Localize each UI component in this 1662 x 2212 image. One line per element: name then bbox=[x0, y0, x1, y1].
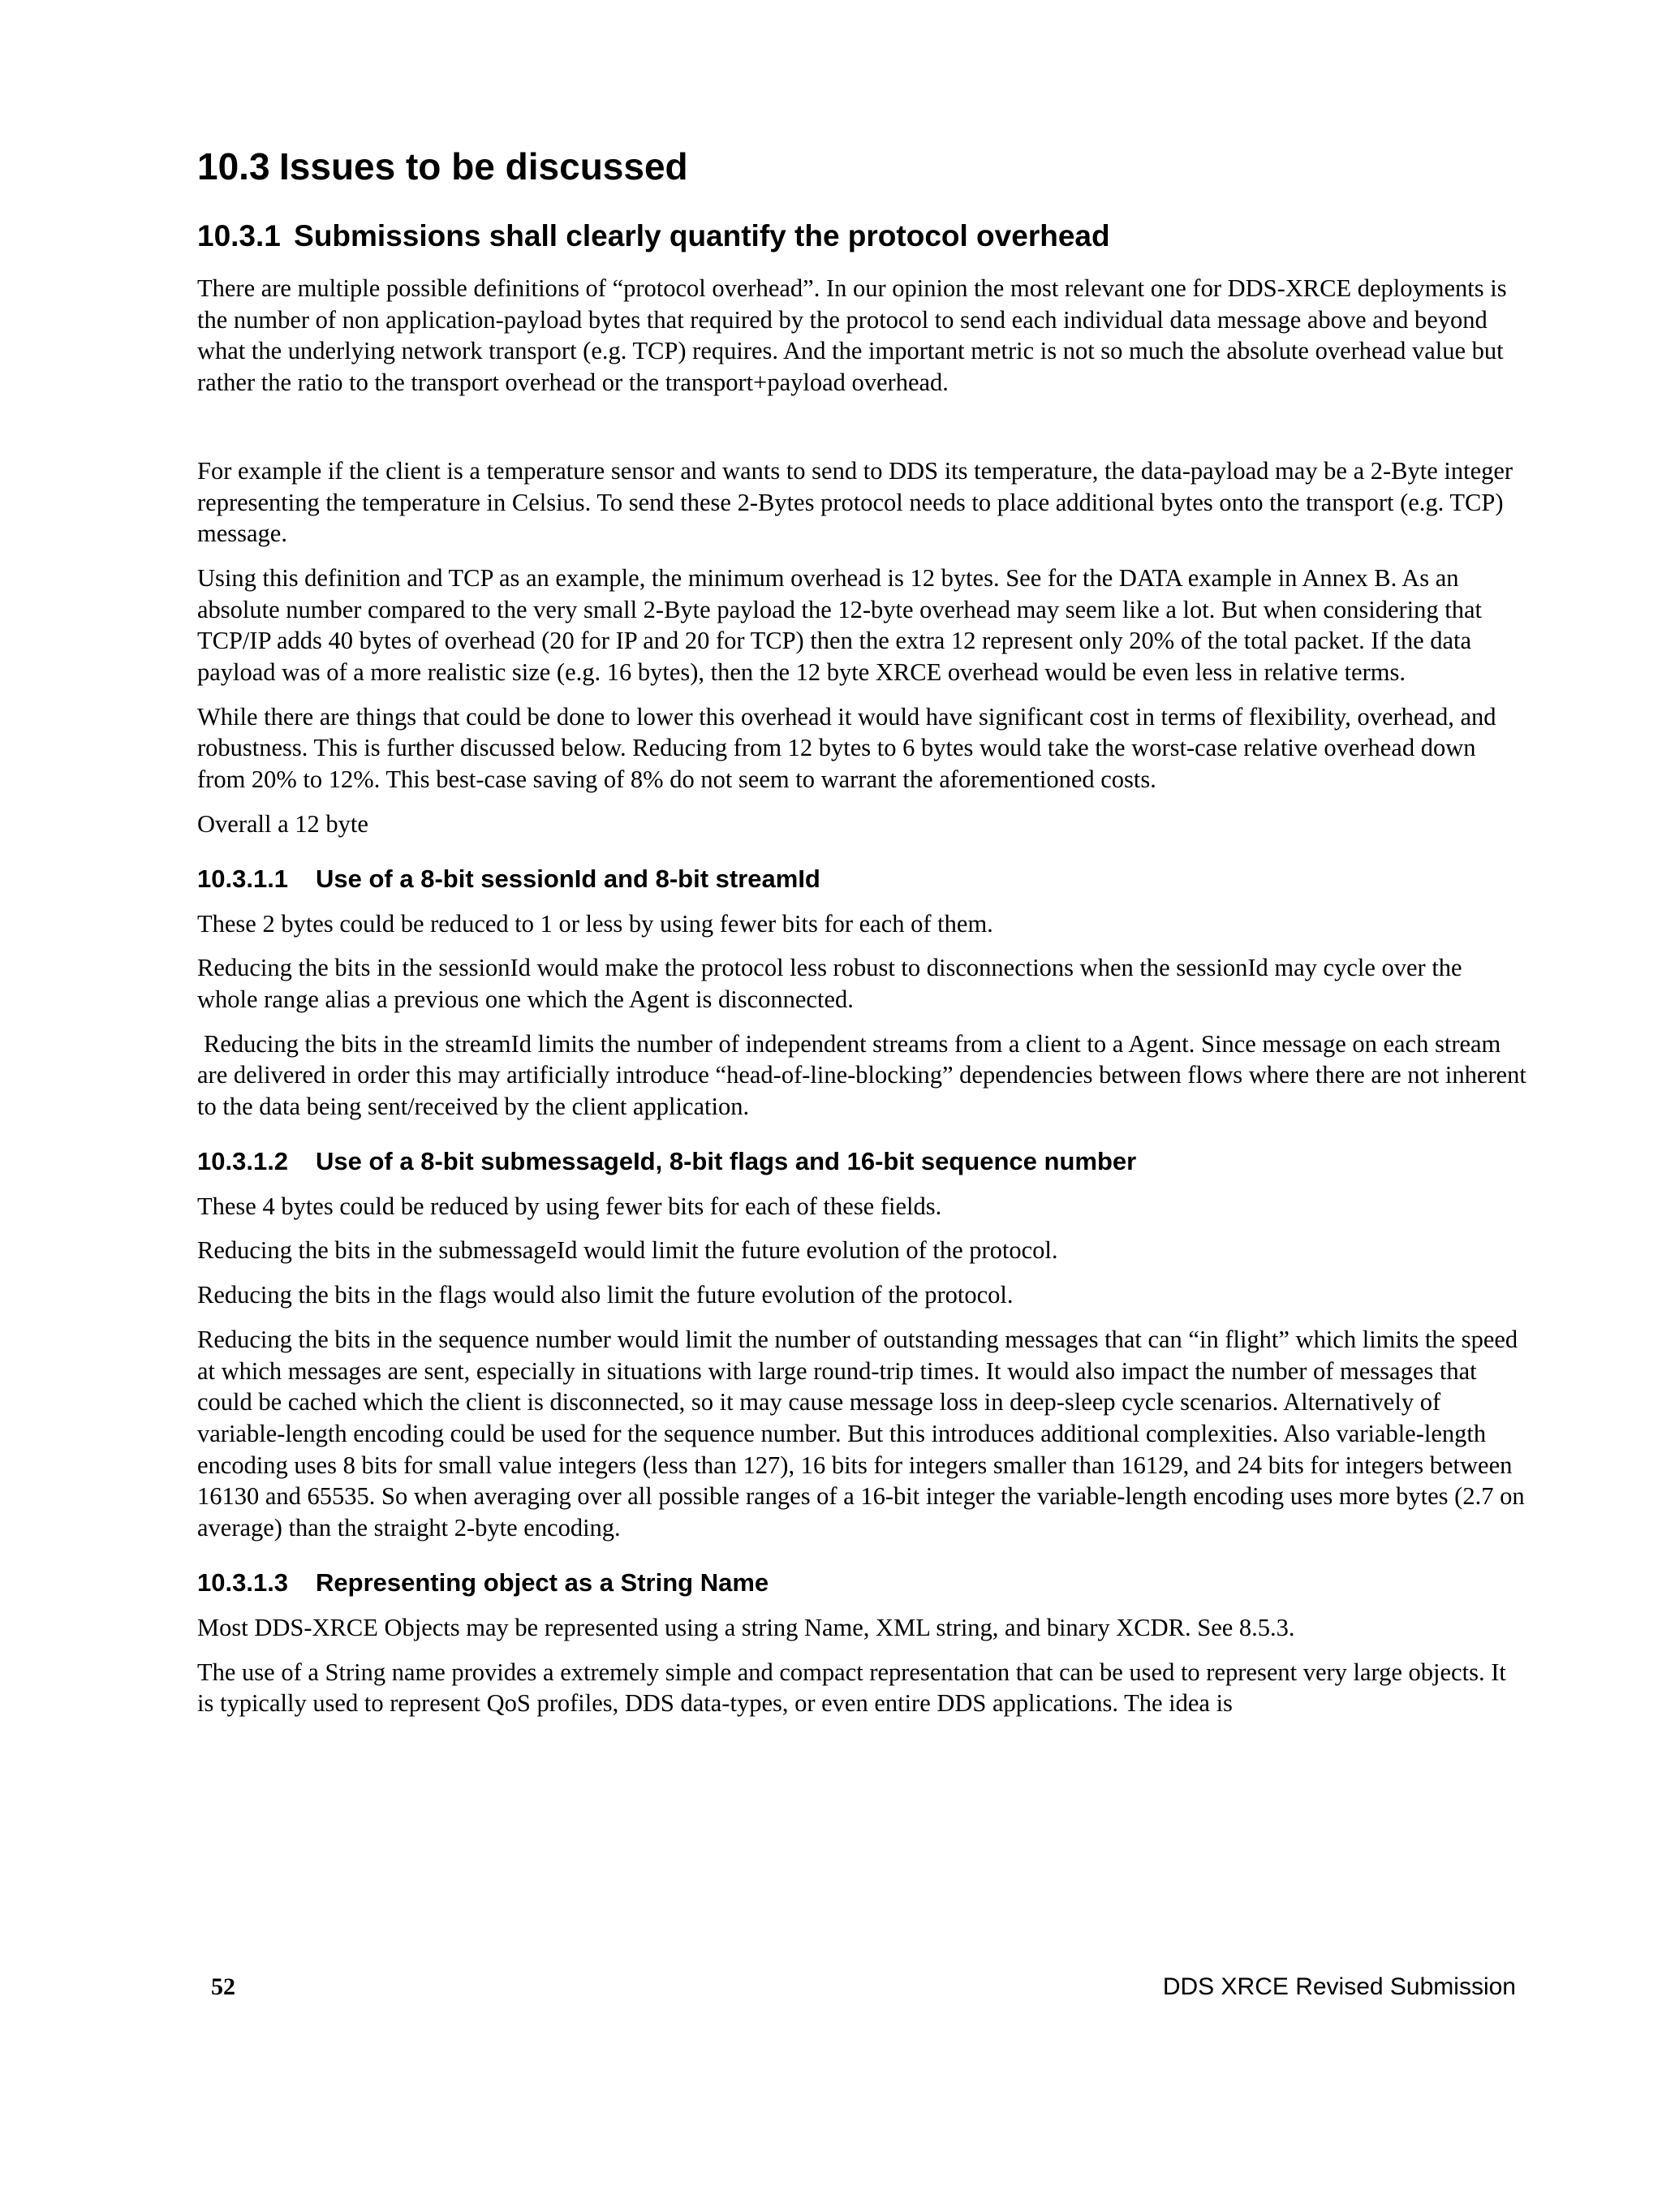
section-title: Issues to be discussed bbox=[279, 145, 688, 188]
paragraph: These 2 bytes could be reduced to 1 or less by using fewer bits for each of them. bbox=[197, 909, 993, 938]
paragraph: Overall a 12 byte bbox=[197, 809, 368, 838]
paragraph: Reducing the bits in the streamId limits the number of independent streams from a client to a Agent. Since message on each stream are delivered in order this may artificially introduce “head-of-line-blocking” dependencies between flows where there are not inherent to the data being sent/received by the client application. bbox=[197, 1029, 1526, 1121]
section-heading bbox=[197, 144, 1528, 188]
subsubsection-heading bbox=[197, 1145, 1528, 1178]
paragraph: Reducing the bits in the flags would also limit the future evolution of the protocol. bbox=[197, 1281, 1014, 1309]
subsubsection-number: 10.3.1.2 bbox=[197, 1146, 289, 1175]
paragraph: Reducing the bits in the sessionId would make the protocol less robust to disconnections when the sessionId may cycle over the whole range alias a previous one which the Agent is disconnected. bbox=[197, 954, 1462, 1013]
paragraph: For example if the client is a temperature sensor and wants to send to DDS its temperature, the data-payload may be a 2-Byte integer representing the temperature in Celsius. To send these 2-Bytes protocol needs to place additional bytes onto the transport (e.g. TCP) message. bbox=[197, 456, 1513, 548]
subsubsection-number: 10.3.1.3 bbox=[197, 1567, 289, 1597]
subsubsection-title: Representing object as a String Name bbox=[316, 1567, 769, 1597]
paragraph: Reducing the bits in the submessageId would limit the future evolution of the protocol. bbox=[197, 1236, 1058, 1265]
footer-document-title: DDS XRCE Revised Submission bbox=[1162, 1973, 1516, 2000]
subsection-heading bbox=[197, 218, 1528, 255]
subsubsection-title: Use of a 8-bit sessionId and 8-bit streamId bbox=[316, 864, 820, 893]
paragraph: Reducing the bits in the sequence number would limit the number of outstanding messages that can “in flight” which limits the speed at which messages are sent, especially in situations with large round-trip times. It would also impact the number of messages that could be cached which the client is disconnected, so it may cause message loss in deep-sleep cycle scenarios. Alternatively of variable-length encoding could be used for the sequence number. But this introduces additional complexities. Also variable-length encoding uses 8 bits for small value integers (less than 127), 16 bits for integers smaller than 16129, and 24 bits for integers between 16130 and 65535. So when averaging over all possible ranges of a 16-bit integer the variable-length encoding uses more bytes (2.7 on average) than the straight 2-byte encoding. bbox=[197, 1325, 1525, 1542]
paragraph: These 4 bytes could be reduced by using fewer bits for each of these fields. bbox=[197, 1192, 942, 1220]
paragraph: While there are things that could be done to lower this overhead it would have significant cost in terms of flexibility, overhead, and robustness. This is further discussed below. Reducing from 12 bytes to 6 bytes would take the worst-case relative overhead down from 20% to 12%. This best-case saving of 8% do not seem to warrant the aforementioned costs. bbox=[197, 702, 1496, 794]
subsubsection-heading bbox=[197, 863, 1528, 895]
paragraph: There are multiple possible definitions of “protocol overhead”. In our opinion the most relevant one for DDS-XRCE deployments is the number of non application-payload bytes that required by the protocol to send each individual data message above and beyond what the underlying network transport (e.g. TCP) requires. And the important metric is not so much the absolute overhead value but rather the ratio to the transport overhead or the transport+payload overhead. bbox=[197, 274, 1507, 397]
subsection-number: 10.3.1 bbox=[197, 219, 281, 252]
section-number: 10.3 bbox=[197, 145, 270, 188]
subsubsection-title: Use of a 8-bit submessageId, 8-bit flags and 16-bit sequence number bbox=[316, 1146, 1137, 1175]
page-content bbox=[197, 144, 1528, 1732]
subsection-title: Submissions shall clearly quantify the protocol overhead bbox=[294, 219, 1110, 252]
subsubsection-heading bbox=[197, 1567, 1528, 1599]
subsubsection-number: 10.3.1.1 bbox=[197, 864, 289, 893]
page-number: 52 bbox=[211, 1973, 235, 2000]
paragraph: The use of a String name provides a extremely simple and compact representation that can be used to represent very large objects. It is typically used to represent QoS profiles, DDS data-types, or even entire DDS applications. The idea is bbox=[197, 1658, 1506, 1718]
paragraph: Using this definition and TCP as an example, the minimum overhead is 12 bytes. See for the DATA example in Annex B. As an absolute number compared to the very small 2-Byte payload the 12-byte overhead may seem like a lot. But when considering that TCP/IP adds 40 bytes of overhead (20 for IP and 20 for TCP) then the extra 12 represent only 20% of the total packet. If the data payload was of a more realistic size (e.g. 16 bytes), then the 12 byte XRCE overhead would be even less in relative terms. bbox=[197, 563, 1483, 687]
paragraph: Most DDS-XRCE Objects may be represented using a string Name, XML string, and binary XCDR. See 8.5.3. bbox=[197, 1613, 1295, 1641]
